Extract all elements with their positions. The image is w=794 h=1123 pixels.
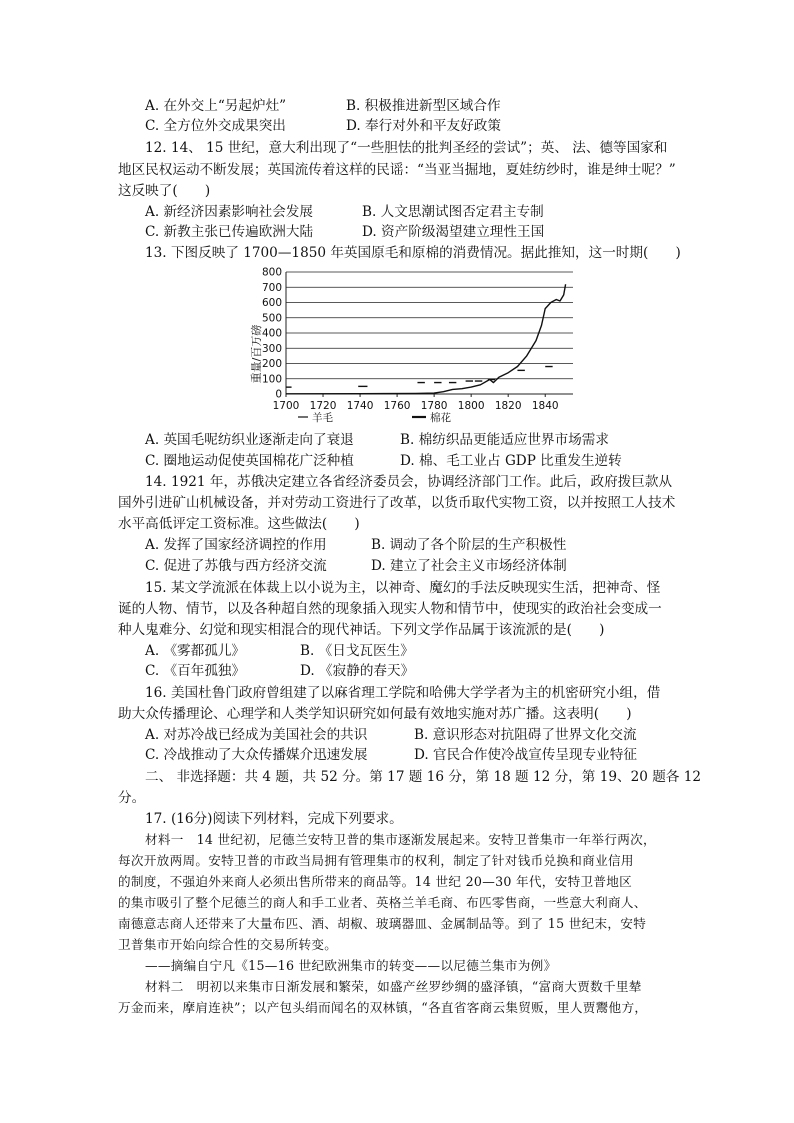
x-tick-label: 1760 xyxy=(383,400,411,412)
legend-cotton-label: 棉花 xyxy=(430,412,451,424)
q12-stem-line-2: 地区民权运动不断发展；英国流传着这样的民谣：“当亚当掘地，夏娃纺纱时，谁是绅士呢？” xyxy=(118,162,676,178)
q17-material1-line-3: 的制度，不强迫外来商人必须出售所带来的商品等。14 世纪 20—30 年代，安特卫普地区 xyxy=(118,874,633,889)
q12-stem-line-3: 这反映了( ) xyxy=(118,183,211,199)
q15-option-d: D. 《寂静的春天》 xyxy=(300,663,415,679)
q17-material1-line-2: 每次开放两周。安特卫普的市政当局拥有管理集市的权利，制定了针对钱币兑换和商业信用 xyxy=(118,853,634,868)
q16-option-b: B. 意识形态对抗阻碍了世界文化交流 xyxy=(414,727,637,743)
q14-stem-line-2: 国外引进矿山机械设备，并对劳动工资进行了改革，以货币取代实物工资，以并按照工人技术 xyxy=(118,495,676,511)
y-tick-label: 500 xyxy=(261,312,282,325)
y-tick-label: 300 xyxy=(261,342,282,355)
q12-option-a: A. 新经济因素影响社会发展 xyxy=(145,204,313,220)
cotton-data-line xyxy=(286,284,566,394)
q13-option-a: A. 英国毛呢纺织业逐渐走向了衰退 xyxy=(145,432,354,448)
x-tick-label: 1740 xyxy=(346,400,374,412)
q15-stem-line-2: 诞的人物、情节，以及各种超自然的现象插入现实人物和情节中，使现实的政治社会变成一 xyxy=(118,601,662,617)
y-tick-label: 400 xyxy=(261,327,282,340)
q17-material1-line-1: 材料一 14 世纪初，尼德兰安特卫普的集市逐渐发展起来。安特卫普集市一年举行两次， xyxy=(145,832,656,847)
q12-option-d: D. 资产阶级渴望建立理性王国 xyxy=(362,224,545,240)
q16-option-c: C. 冷战推动了大众传播媒介迅速发展 xyxy=(145,747,368,763)
q14-option-a: A. 发挥了国家经济调控的作用 xyxy=(145,537,327,553)
q16-stem-line-2: 助大众传播理论、心理学和人类学知识研究如何最有效地实施对苏广播。这表明( ) xyxy=(118,706,632,722)
q12-option-b: B. 人文思潮试图否定君主专制 xyxy=(362,204,544,220)
consumption-line-chart xyxy=(246,262,586,428)
q17-material1-line-6: 卫普集市开始向综合性的交易所转变。 xyxy=(118,937,338,952)
section2-heading-line-2: 分。 xyxy=(118,790,146,806)
y-tick-label: 200 xyxy=(261,358,282,370)
y-tick-label: 600 xyxy=(261,297,282,309)
q13-option-d: D. 棉、毛工业占 GDP 比重发生逆转 xyxy=(400,453,622,469)
chart-legend xyxy=(298,411,451,424)
y-axis-label: 重量/百万磅 xyxy=(250,324,263,384)
q17-stem: 17. (16分)阅读下列材料，完成下列要求。 xyxy=(145,811,403,827)
q16-option-a: A. 对苏冷战已经成为美国社会的共识 xyxy=(145,727,368,743)
q15-option-b: B. 《日戈瓦医生》 xyxy=(300,643,414,659)
q13-option-b: B. 棉纺织品更能适应世界市场需求 xyxy=(400,432,609,448)
q14-stem-line-1: 14. 1921 年，苏俄决定建立各省经济委员会，协调经济部门工作。此后，政府拨巨款从 xyxy=(145,474,673,490)
q11-option-a: A. 在外交上“另起炉灶” xyxy=(145,98,287,114)
y-tick-label: 0 xyxy=(275,388,282,401)
x-tick-label: 1780 xyxy=(420,400,448,412)
section2-heading-line-1: 二、 非选择题：共 4 题，共 52 分。第 17 题 16 分，第 18 题 12 分，第 19、20 题各 12 xyxy=(145,769,702,785)
q17-material2-line-2: 万金而来，摩肩连袂”；以产包头绢而闻名的双林镇，“各直省客商云集贸贩，里人贾鬻他方， xyxy=(118,1000,648,1015)
chart-gridlines xyxy=(286,272,573,394)
x-tick-label: 1800 xyxy=(457,400,485,412)
cotton-series xyxy=(286,284,566,394)
q11-option-b: B. 积极推进新型区域合作 xyxy=(346,98,501,114)
x-tick-label: 1820 xyxy=(494,400,522,412)
chart-frame xyxy=(286,272,573,397)
y-tick-label: 100 xyxy=(261,373,282,386)
q17-material1-source: ——摘编自宁凡《15—16 世纪欧洲集市的转变——以尼德兰集市为例》 xyxy=(145,958,557,973)
q17-material1-line-4: 的集市吸引了整个尼德兰的商人和手工业者、英格兰羊毛商、布匹零售商，一些意大利商人、 xyxy=(118,895,647,910)
x-tick-label: 1840 xyxy=(531,400,559,412)
legend-wool-label: 羊毛 xyxy=(312,412,333,424)
q17-material1-line-5: 南德意志商人还带来了大量布匹、酒、胡椒、玻璃器皿、金属制品等。到了 15 世纪末，安特 xyxy=(118,916,647,931)
q12-option-c: C. 新教主张已传遍欧洲大陆 xyxy=(145,224,314,240)
q11-option-d: D. 奉行对外和平友好政策 xyxy=(346,118,501,134)
q13-option-c: C. 圈地运动促使英国棉花广泛种植 xyxy=(145,453,354,469)
q16-option-d: D. 官民合作使冷战宣传呈现专业特征 xyxy=(414,747,637,763)
q13-stem: 13. 下图反映了 1700—1850 年英国原毛和原棉的消费情况。据此推知，这一时期( ) xyxy=(145,245,681,261)
y-tick-label: 700 xyxy=(261,281,282,294)
q11-option-c: C. 全方位外交成果突出 xyxy=(145,118,286,134)
q15-stem-line-1: 15. 某文学流派在体裁上以小说为主，以神奇、魔幻的手法反映现实生活，把神奇、怪 xyxy=(145,580,661,596)
q15-stem-line-3: 种人鬼难分、幻觉和现实相混合的现代神话。下列文学作品属于该流派的是( ) xyxy=(118,622,605,638)
q14-option-d: D. 建立了社会主义市场经济体制 xyxy=(371,558,567,574)
q16-stem-line-1: 16. 美国杜鲁门政府曾组建了以麻省理工学院和哈佛大学学者为主的机密研究小组，借 xyxy=(145,685,661,701)
q17-material2-line-1: 材料二 明初以来集市日渐发展和繁荣，如盛产丝罗纱绸的盛泽镇，“富商大贾数千里辇 xyxy=(145,979,642,994)
x-axis-ticks xyxy=(273,400,559,412)
q15-option-c: C. 《百年孤独》 xyxy=(145,663,246,679)
x-tick-label: 1700 xyxy=(272,400,300,412)
y-axis-ticks xyxy=(262,267,282,401)
x-tick-label: 1720 xyxy=(309,400,337,412)
q15-option-a: A. 《雾都孤儿》 xyxy=(145,643,246,659)
q14-option-b: B. 调动了各个阶层的生产积极性 xyxy=(371,537,567,553)
q14-option-c: C. 促进了苏俄与西方经济交流 xyxy=(145,558,327,574)
y-tick-label: 800 xyxy=(261,266,282,279)
q14-stem-line-3: 水平高低评定工资标准。这些做法( ) xyxy=(118,516,360,532)
q12-stem-line-1: 12. 14、 15 世纪，意大利出现了“一些胆怯的批判圣经的尝试”；英、 法、德等国家和 xyxy=(145,140,668,156)
